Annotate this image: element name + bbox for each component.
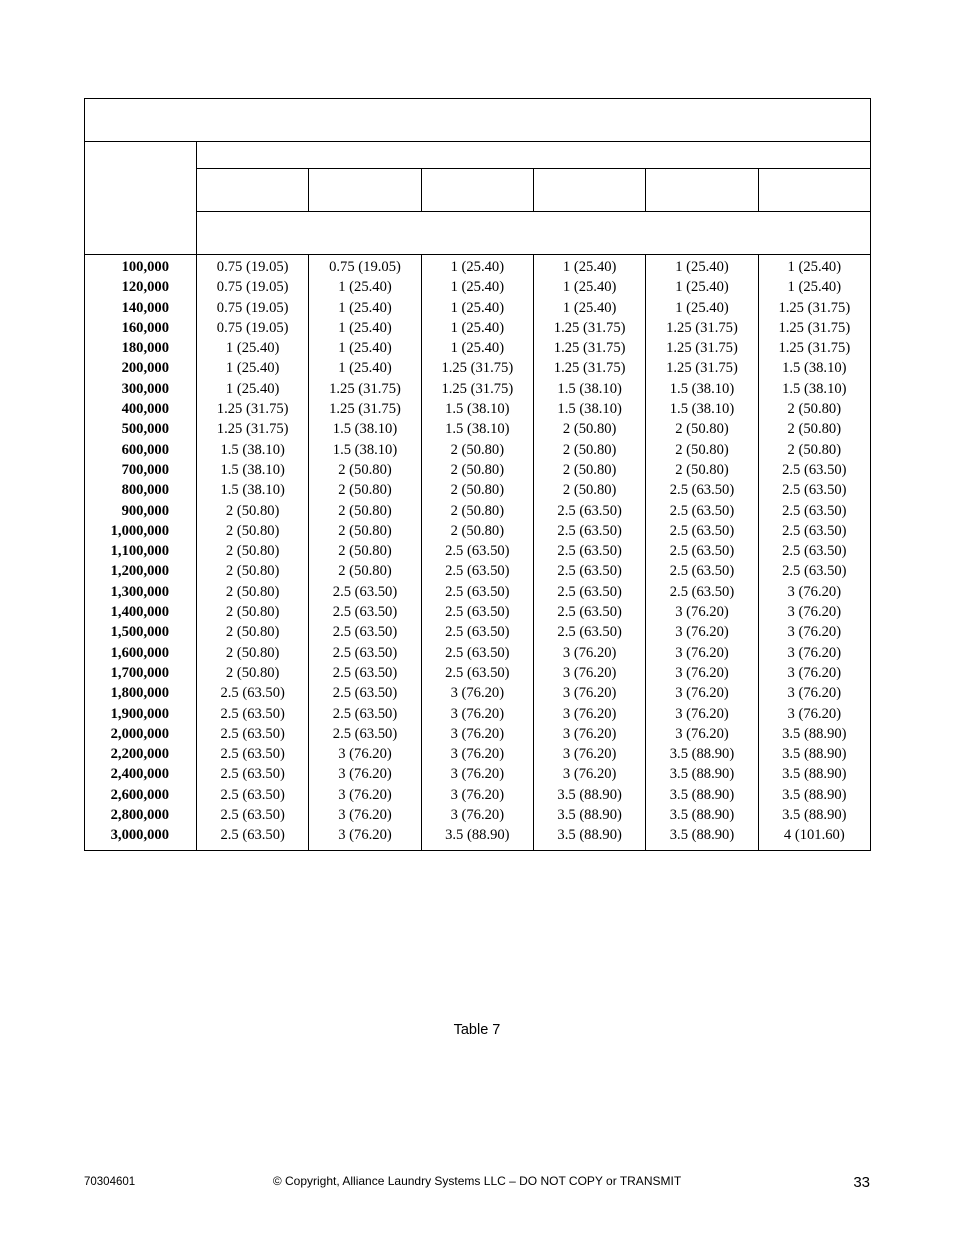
pipe-size-column <box>309 255 421 851</box>
btu-value: 160,000 <box>121 319 169 336</box>
length-header-cell <box>309 169 421 212</box>
pipe-size-value: 1.25 (31.75) <box>666 360 738 377</box>
pipe-size-value: 2.5 (63.50) <box>332 624 398 641</box>
table-caption: Table 7 <box>453 1022 501 1038</box>
btu-value: 500,000 <box>121 421 169 438</box>
pipe-size-value: 1.5 (38.10) <box>669 401 735 418</box>
pipe-size-value: 3 (76.20) <box>675 705 729 722</box>
btu-value: 1,600,000 <box>110 644 169 661</box>
pipe-size-value: 1 (25.40) <box>225 340 280 357</box>
length-header-cell <box>421 169 533 212</box>
pipe-size-value: 2 (50.80) <box>675 421 729 438</box>
table-body-row <box>85 255 871 851</box>
pipe-size-value: 2 (50.80) <box>225 563 280 580</box>
table-header-unit-row <box>85 212 871 255</box>
pipe-size-value: 4 (101.60) <box>783 827 845 844</box>
btu-value: 400,000 <box>121 401 169 418</box>
pipe-size-value: 1 (25.40) <box>338 279 392 296</box>
pipe-size-value: 3 (76.20) <box>338 827 392 844</box>
length-header-cell <box>197 169 309 212</box>
pipe-size-value: 3 (76.20) <box>787 624 842 641</box>
pipe-size-value: 2.5 (63.50) <box>557 604 622 621</box>
btu-value: 2,600,000 <box>110 786 169 803</box>
pipe-size-value: 3 (76.20) <box>562 766 617 783</box>
pipe-size-value: 2.5 (63.50) <box>220 705 285 722</box>
pipe-size-value: 2 (50.80) <box>338 502 392 519</box>
pipe-size-column <box>646 255 758 851</box>
pipe-size-value: 2.5 (63.50) <box>782 563 847 580</box>
pipe-size-value: 3.5 (88.90) <box>782 766 847 783</box>
pipe-size-value: 1 (25.40) <box>225 380 280 397</box>
pipe-size-value: 2.5 (63.50) <box>220 685 285 702</box>
length-header-cell <box>533 169 645 212</box>
btu-value: 800,000 <box>121 482 169 499</box>
pipe-size-value: 2.5 (63.50) <box>445 664 510 681</box>
pipe-size-value: 3 (76.20) <box>787 604 842 621</box>
pipe-size-value: 2 (50.80) <box>338 543 392 560</box>
pipe-size-value: 1.5 (38.10) <box>220 441 285 458</box>
pipe-size-value: 2.5 (63.50) <box>332 604 398 621</box>
pipe-size-value: 2 (50.80) <box>225 604 280 621</box>
pipe-size-value: 1 (25.40) <box>562 299 617 316</box>
pipe-size-value: 2 (50.80) <box>225 502 280 519</box>
pipe-size-value: 2.5 (63.50) <box>445 624 510 641</box>
document-number: 70304601 <box>84 1176 136 1188</box>
pipe-size-value: 2.5 (63.50) <box>557 563 622 580</box>
pipe-size-value: 0.75 (19.05) <box>216 259 289 275</box>
pipe-size-value: 1.5 (38.10) <box>557 401 622 418</box>
pipe-size-value: 2.5 (63.50) <box>220 746 285 763</box>
pipe-size-value: 2.5 (63.50) <box>669 502 735 519</box>
pipe-size-value: 3 (76.20) <box>787 705 842 722</box>
pipe-size-value: 3 (76.20) <box>675 725 729 742</box>
pipe-size-column <box>421 255 533 851</box>
pipe-size-value: 0.75 (19.05) <box>216 319 289 336</box>
pipe-size-value: 3 (76.20) <box>562 685 617 702</box>
pipe-size-value: 3.5 (88.90) <box>669 766 735 783</box>
pipe-size-value: 3.5 (88.90) <box>669 786 735 803</box>
pipe-size-value: 1 (25.40) <box>562 259 617 275</box>
pipe-size-value: 3.5 (88.90) <box>669 827 735 844</box>
pipe-size-value: 2.5 (63.50) <box>332 725 398 742</box>
pipe-size-value: 3 (76.20) <box>675 604 729 621</box>
pipe-size-value: 3 (76.20) <box>450 685 505 702</box>
pipe-size-value: 1.25 (31.75) <box>216 421 289 438</box>
pipe-size-value: 1 (25.40) <box>338 299 392 316</box>
pipe-size-value: 2 (50.80) <box>787 421 842 438</box>
pipe-size-value: 3 (76.20) <box>562 644 617 661</box>
table-header-length-row <box>85 169 871 212</box>
pipe-size-value: 3 (76.20) <box>675 624 729 641</box>
pipe-size-value: 2 (50.80) <box>675 441 729 458</box>
pipe-size-value: 1.25 (31.75) <box>553 360 626 377</box>
pipe-size-value: 3 (76.20) <box>338 766 392 783</box>
pipe-size-value: 2.5 (63.50) <box>782 461 847 478</box>
pipe-size-value: 1 (25.40) <box>338 360 392 377</box>
pipe-size-value: 0.75 (19.05) <box>216 299 289 316</box>
pipe-size-value: 2.5 (63.50) <box>445 563 510 580</box>
btu-value: 300,000 <box>121 380 169 397</box>
pipe-size-value: 1.25 (31.75) <box>441 380 514 397</box>
pipe-size-value: 1 (25.40) <box>787 279 842 296</box>
pipe-size-value: 1.5 (38.10) <box>220 461 285 478</box>
pipe-size-value: 2.5 (63.50) <box>669 583 735 600</box>
pipe-size-value: 3 (76.20) <box>450 725 505 742</box>
length-header-cell <box>646 169 758 212</box>
pipe-size-value: 1.5 (38.10) <box>332 421 398 438</box>
pipe-size-value: 2 (50.80) <box>225 543 280 560</box>
pipe-size-value: 2 (50.80) <box>338 482 392 499</box>
page-number: 33 <box>853 1174 870 1191</box>
pipe-size-value: 2 (50.80) <box>450 441 505 458</box>
btu-value: 120,000 <box>121 279 169 296</box>
pipe-size-value: 3 (76.20) <box>338 746 392 763</box>
pipe-size-value: 2.5 (63.50) <box>782 543 847 560</box>
btu-header-cell <box>85 142 197 255</box>
pipe-size-value: 3 (76.20) <box>562 725 617 742</box>
pipe-size-value: 2.5 (63.50) <box>332 583 398 600</box>
pipe-size-value: 2.5 (63.50) <box>332 644 398 661</box>
pipe-size-value: 3.5 (88.90) <box>669 807 735 824</box>
pipe-size-value: 2.5 (63.50) <box>220 766 285 783</box>
pipe-size-value: 3 (76.20) <box>450 746 505 763</box>
pipe-size-value: 1.25 (31.75) <box>553 340 626 357</box>
pipe-size-value: 0.75 (19.05) <box>216 279 289 296</box>
table-title-cell <box>85 99 871 142</box>
pipe-size-column <box>197 255 309 851</box>
pipe-size-value: 3 (76.20) <box>562 705 617 722</box>
pipe-size-value: 3.5 (88.90) <box>557 807 622 824</box>
btu-value: 180,000 <box>121 340 169 357</box>
pipe-size-value: 1.25 (31.75) <box>666 340 738 357</box>
btu-value: 900,000 <box>121 502 169 519</box>
btu-value: 1,200,000 <box>110 563 169 580</box>
btu-value: 140,000 <box>121 299 169 316</box>
pipe-size-value: 1 (25.40) <box>787 259 842 275</box>
btu-value: 2,000,000 <box>110 725 169 742</box>
pipe-size-value: 2 (50.80) <box>338 522 392 539</box>
pipe-size-value: 3.5 (88.90) <box>445 827 510 844</box>
pipe-size-value: 3 (76.20) <box>338 786 392 803</box>
pipe-size-value: 1.5 (38.10) <box>220 482 285 499</box>
pipe-size-value: 2.5 (63.50) <box>220 827 285 844</box>
length-header-cell <box>758 169 870 212</box>
pipe-size-value: 2.5 (63.50) <box>669 482 735 499</box>
btu-value: 1,700,000 <box>110 664 169 681</box>
pipe-size-value: 2.5 (63.50) <box>445 583 510 600</box>
pipe-size-value: 3 (76.20) <box>450 786 505 803</box>
pipe-size-value: 1.5 (38.10) <box>445 421 510 438</box>
pipe-size-value: 2.5 (63.50) <box>782 482 847 499</box>
pipe-size-value: 2 (50.80) <box>787 401 842 418</box>
btu-value: 1,500,000 <box>110 624 169 641</box>
pipe-size-value: 1.25 (31.75) <box>778 319 851 336</box>
pipe-size-value: 1.5 (38.10) <box>669 380 735 397</box>
pipe-size-value: 2.5 (63.50) <box>445 543 510 560</box>
pipe-size-value: 2 (50.80) <box>562 421 617 438</box>
pipe-size-value: 3 (76.20) <box>787 644 842 661</box>
pipe-size-value: 1 (25.40) <box>562 279 617 296</box>
pipe-size-value: 3 (76.20) <box>450 807 505 824</box>
pipe-size-value: 1.25 (31.75) <box>329 401 401 418</box>
pipe-size-value: 2 (50.80) <box>562 482 617 499</box>
btu-value: 100,000 <box>121 259 169 275</box>
btu-value: 3,000,000 <box>110 827 169 844</box>
pipe-size-value: 3.5 (88.90) <box>557 786 622 803</box>
pipe-size-value: 3.5 (88.90) <box>782 786 847 803</box>
pipe-size-value: 3 (76.20) <box>787 685 842 702</box>
pipe-size-value: 1 (25.40) <box>450 340 505 357</box>
pipe-size-value: 1.5 (38.10) <box>782 380 847 397</box>
unit-header-cell <box>197 212 871 255</box>
pipe-size-value: 1 (25.40) <box>450 259 505 275</box>
pipe-size-value: 1.25 (31.75) <box>666 319 738 336</box>
pipe-size-value: 3.5 (88.90) <box>782 725 847 742</box>
pipe-size-value: 2.5 (63.50) <box>332 664 398 681</box>
pipe-size-value: 2 (50.80) <box>225 644 280 661</box>
pipe-size-value: 1.5 (38.10) <box>445 401 510 418</box>
pipe-size-value: 2.5 (63.50) <box>557 543 622 560</box>
pipe-size-value: 1 (25.40) <box>450 319 505 336</box>
pipe-size-value: 2.5 (63.50) <box>557 624 622 641</box>
pipe-size-value: 3 (76.20) <box>450 705 505 722</box>
pipe-size-value: 2.5 (63.50) <box>332 685 398 702</box>
btu-value: 1,400,000 <box>110 604 169 621</box>
btu-value: 1,000,000 <box>110 522 169 539</box>
pipe-size-value: 2.5 (63.50) <box>445 644 510 661</box>
pipe-size-value: 1.25 (31.75) <box>216 401 289 418</box>
pipe-size-value: 2.5 (63.50) <box>669 522 735 539</box>
pipe-size-value: 2 (50.80) <box>450 482 505 499</box>
pipe-size-value: 2 (50.80) <box>562 441 617 458</box>
pipe-size-value: 1.25 (31.75) <box>778 340 851 357</box>
pipe-size-value: 1.5 (38.10) <box>557 380 622 397</box>
pipe-size-value: 2.5 (63.50) <box>669 543 735 560</box>
pipe-size-value: 3 (76.20) <box>675 664 729 681</box>
btu-value: 2,400,000 <box>110 766 169 783</box>
pipe-size-value: 3.5 (88.90) <box>782 807 847 824</box>
pipe-size-value: 1 (25.40) <box>675 279 729 296</box>
pipe-size-value: 2.5 (63.50) <box>557 583 622 600</box>
pipe-size-value: 2 (50.80) <box>225 624 280 641</box>
pipe-size-value: 2.5 (63.50) <box>220 786 285 803</box>
pipe-size-value: 2.5 (63.50) <box>782 502 847 519</box>
pipe-size-value: 2 (50.80) <box>338 563 392 580</box>
pipe-size-value: 1 (25.40) <box>225 360 280 377</box>
pipe-size-value: 3 (76.20) <box>787 664 842 681</box>
pipe-size-value: 1.5 (38.10) <box>782 360 847 377</box>
pipe-size-value: 3 (76.20) <box>675 685 729 702</box>
pipe-size-value: 2.5 (63.50) <box>445 604 510 621</box>
length-group-header-cell <box>197 142 871 169</box>
pipe-size-value: 3 (76.20) <box>675 644 729 661</box>
btu-value: 200,000 <box>121 360 169 377</box>
pipe-size-value: 3 (76.20) <box>562 664 617 681</box>
pipe-size-value: 2.5 (63.50) <box>669 563 735 580</box>
btu-value: 600,000 <box>121 441 169 458</box>
pipe-size-value: 2.5 (63.50) <box>220 807 285 824</box>
pipe-size-value: 1 (25.40) <box>675 299 729 316</box>
pipe-size-value: 1.25 (31.75) <box>329 380 401 397</box>
pipe-size-value: 2 (50.80) <box>338 461 392 478</box>
pipe-size-value: 1 (25.40) <box>675 259 729 275</box>
pipe-size-value: 3 (76.20) <box>450 766 505 783</box>
pipe-size-value: 1 (25.40) <box>338 319 392 336</box>
copyright-notice: © Copyright, Alliance Laundry Systems LLC – DO NOT COPY or TRANSMIT <box>272 1174 682 1188</box>
pipe-size-value: 3.5 (88.90) <box>669 746 735 763</box>
pipe-size-value: 3.5 (88.90) <box>557 827 622 844</box>
pipe-size-value: 2.5 (63.50) <box>557 522 622 539</box>
pipe-size-value: 2 (50.80) <box>225 522 280 539</box>
pipe-size-value: 2.5 (63.50) <box>332 705 398 722</box>
table-header-title-row <box>85 99 871 142</box>
pipe-size-value: 2 (50.80) <box>225 583 280 600</box>
pipe-size-value: 1 (25.40) <box>338 340 392 357</box>
gas-pipe-size-table <box>84 98 871 851</box>
btu-value: 2,800,000 <box>110 807 169 824</box>
pipe-size-value: 3 (76.20) <box>338 807 392 824</box>
pipe-size-value: 2.5 (63.50) <box>557 502 622 519</box>
pipe-size-value: 2.5 (63.50) <box>220 725 285 742</box>
pipe-size-value: 2 (50.80) <box>450 461 505 478</box>
pipe-size-value: 1 (25.40) <box>450 279 505 296</box>
pipe-size-value: 2 (50.80) <box>450 522 505 539</box>
pipe-size-value: 3 (76.20) <box>562 746 617 763</box>
pipe-size-value: 2 (50.80) <box>225 664 280 681</box>
pipe-size-value: 1.25 (31.75) <box>778 299 851 316</box>
btu-value: 700,000 <box>121 461 169 478</box>
btu-value: 2,200,000 <box>110 746 169 763</box>
pipe-size-column <box>758 255 870 851</box>
pipe-size-value: 2 (50.80) <box>450 502 505 519</box>
pipe-size-column <box>533 255 645 851</box>
pipe-size-value: 2 (50.80) <box>675 461 729 478</box>
pipe-size-value: 1 (25.40) <box>450 299 505 316</box>
btu-value: 1,300,000 <box>110 583 169 600</box>
pipe-size-value: 2 (50.80) <box>562 461 617 478</box>
pipe-size-value: 0.75 (19.05) <box>329 259 401 275</box>
pipe-size-value: 2.5 (63.50) <box>782 522 847 539</box>
table-header-group-row <box>85 142 871 169</box>
btu-value: 1,800,000 <box>110 685 169 702</box>
btu-column <box>85 255 197 851</box>
pipe-size-value: 2 (50.80) <box>787 441 842 458</box>
btu-value: 1,100,000 <box>110 543 169 560</box>
btu-value: 1,900,000 <box>110 705 169 722</box>
pipe-size-value: 3.5 (88.90) <box>782 746 847 763</box>
pipe-size-value: 1.25 (31.75) <box>553 319 626 336</box>
pipe-size-value: 1.5 (38.10) <box>332 441 398 458</box>
pipe-size-value: 1.25 (31.75) <box>441 360 514 377</box>
pipe-size-value: 3 (76.20) <box>787 583 842 600</box>
